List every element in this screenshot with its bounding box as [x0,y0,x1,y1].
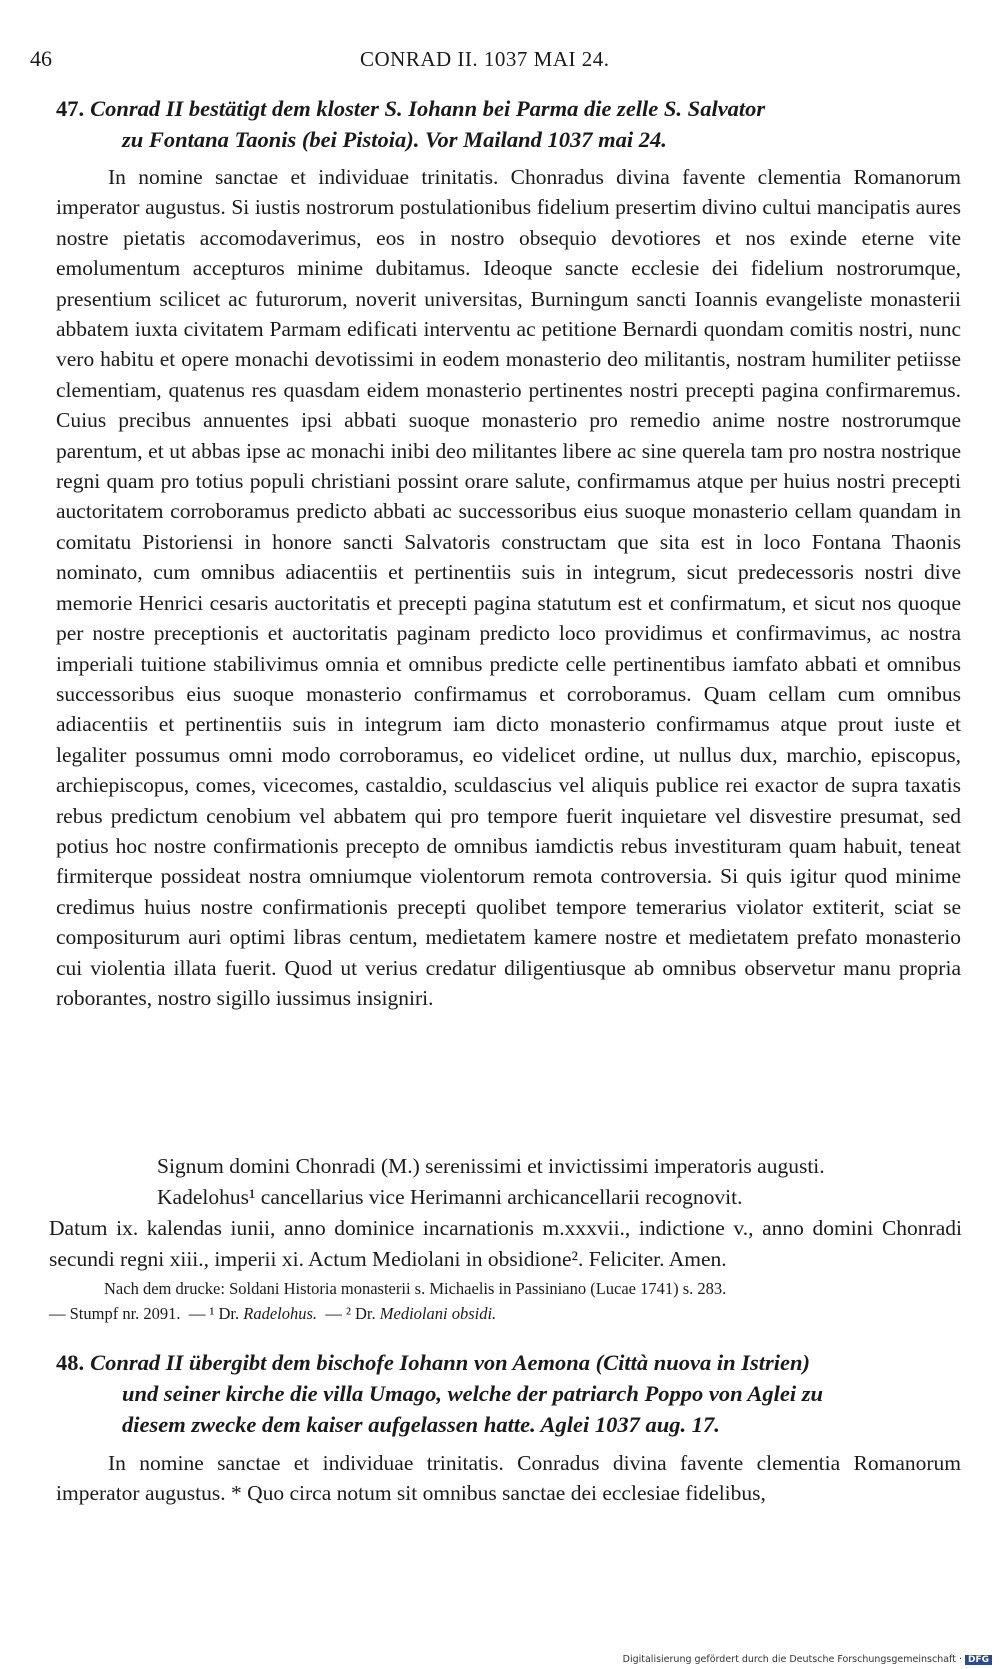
doc47-datum: Datum ix. kalendas iunii, anno dominice incarnationis m.xxxvii., indictione v., anno domini Chonradi secundi regni xiii., imperii xi. Actum Mediolani in obsidione². Feliciter. Amen. [49,1216,962,1271]
doc47-heading-line1: Conrad II bestätigt dem kloster S. Iohann bei Parma die zelle S. Salvator [90,96,766,121]
note1-prefix: — ¹ Dr. [188,1304,240,1323]
doc47-heading [56,93,961,155]
doc48-heading [56,1347,961,1440]
running-title: CONRAD II. 1037 MAI 24. [360,47,610,71]
dfg-logo: DFG [965,1655,992,1665]
note2-value: Mediolani obsidi. [379,1304,497,1323]
note-line2 [49,1301,962,1326]
doc47-heading-line2: zu Fontana Taonis (bei Pistoia). Vor Mailand 1037 mai 24. [122,127,667,152]
note-stumpf: — Stumpf nr. 2091. [49,1304,181,1323]
note-source: Nach dem drucke: Soldani Historia monasterii s. Michaelis in Passiniano (Lucae 1741) s. 283. [104,1279,727,1298]
digitization-credit [623,1654,992,1665]
credit-text: Digitalisierung gefördert durch die Deutsche Forschungsgemeinschaft · [622,1654,962,1665]
doc47-signum: Signum domini Chonradi (M.) serenissimi et invictissimi imperatoris augusti. [157,1154,825,1178]
page-number: 46 [30,46,52,71]
doc48-heading-line3: diesem zwecke dem kaiser aufgelassen hatte. Aglei 1037 aug. 17. [122,1412,720,1437]
note1-value: Radelohus. [243,1304,318,1323]
doc48-text: In nomine sanctae et individuae trinitatis. Conradus divina favente clementia Romanorum imperator augustus. * Quo circa notum sit omnibus sanctae dei ecclesiae fidelibus, [56,1451,961,1506]
doc47-number: 47. [56,96,85,121]
doc47-body [56,162,961,1013]
doc47-notes [49,1276,962,1326]
doc48-heading-line2: und seiner kirche die villa Umago, welche der patriarch Poppo von Aglei zu [122,1381,824,1406]
doc47-text: In nomine sanctae et individuae trinitatis. Chonradus divina favente clementia Romanorum imperator augustus. Si iustis nostrorum postulationibus fidelium presertim divino cultui mancipatis aures nostre pietatis accomodaverimus, eos in nostro obsequio devotiores et nos exinde eterne vite emolumentum accepturos minime dubitamus. Ideoque sancte ecclesie dei fidelium nostrorumque, presentium scilicet ac futurorum, noverit universitas, Burningum sancti Ioannis evangeliste monasterii abbatem iuxta civitatem Parmam edificati interventu ac petitione Bernardi quondam comitis nostri, nunc vero habitu et opere monachi devotissimi in eodem monasterio deo militantis, nostram humiliter petiisse clementiam, quatenus res quasdam eidem monasterio pertinentes nostri precepti pagina confirmaremus. Cuius precibus annuentes ipsi abbati suoque monasterio pro remedio anime nostre nostrorumque parentum, et ut abbas ipse ac monachi inibi deo militantes libere ac sine querela tam pro nostra nostrique regni quam pro totius populi christiani possint orare salute, confirmamus atque per huius nostri precepti auctoritatem corroboramus predicto abbati ac successoribus eius suoque monasterio cellam quandam in comitatu Pistoriensi in honore sancti Salvatoris constructam que sita est in loco Fontana Thaonis nominato, cum omnibus adiacentiis et pertinentiis suis in integrum, sicut predecessoris nostri dive memorie Henrici cesaris auctoritatis et precepti pagina statutum est et confirmatum, et sicut nos quoque per nostre preceptionis et auctoritatis paginam predicto loco providimus et confirmavimus, ac nostra imperiali tuitione stabilivimus omnia et omnibus predicte celle pertinentibus iamfato abbati et omnibus successoribus eius suoque monasterio confirmamus et corroboramus. Quam cellam cum omnibus adiacentiis et pertinentiis suis in integrum iam dicto monasterio confirmamus atque prout iuste et legaliter possumus omni modo corroboramus, eo videlicet ordine, ut nullus dux, marchio, episcopus, archiepiscopus, comes, vicecomes, castaldio, sculdascius vel aliquis publice rei exactor de supra taxatis rebus predictum cenobium vel abbatem qui pro tempore fuerit inquietare vel disvestire presumat, sed potius hoc nostre confirmationis precepto de omnibus iamdictis rebus investituram quam habuit, teneat firmiterque possideat nostra omniumque violentorum remota controversia. Si quis igitur quod minime credimus huius nostre confirmationis precepti quolibet tempore temerarius violator extiterit, sciat se compositurum auri optimi libras centum, medietatem kamere nostre et medietatem prefato monasterio cui violentia illata fuerit. Quod ut verius credatur diligentiusque ab omnibus observetur manu propria roborantes, nostro sigillo iussimus insigniri. [56,165,961,1010]
doc47-recognition: Kadelohus¹ cancellarius vice Herimanni archicancellarii recognovit. [157,1185,743,1209]
doc48-body [56,1448,961,1509]
note2-prefix: — ² Dr. [325,1304,376,1323]
doc48-number: 48. [56,1350,85,1375]
doc48-heading-line1: Conrad II übergibt dem bischofe Iohann von Aemona (Città nuova in Istrien) [90,1350,811,1375]
